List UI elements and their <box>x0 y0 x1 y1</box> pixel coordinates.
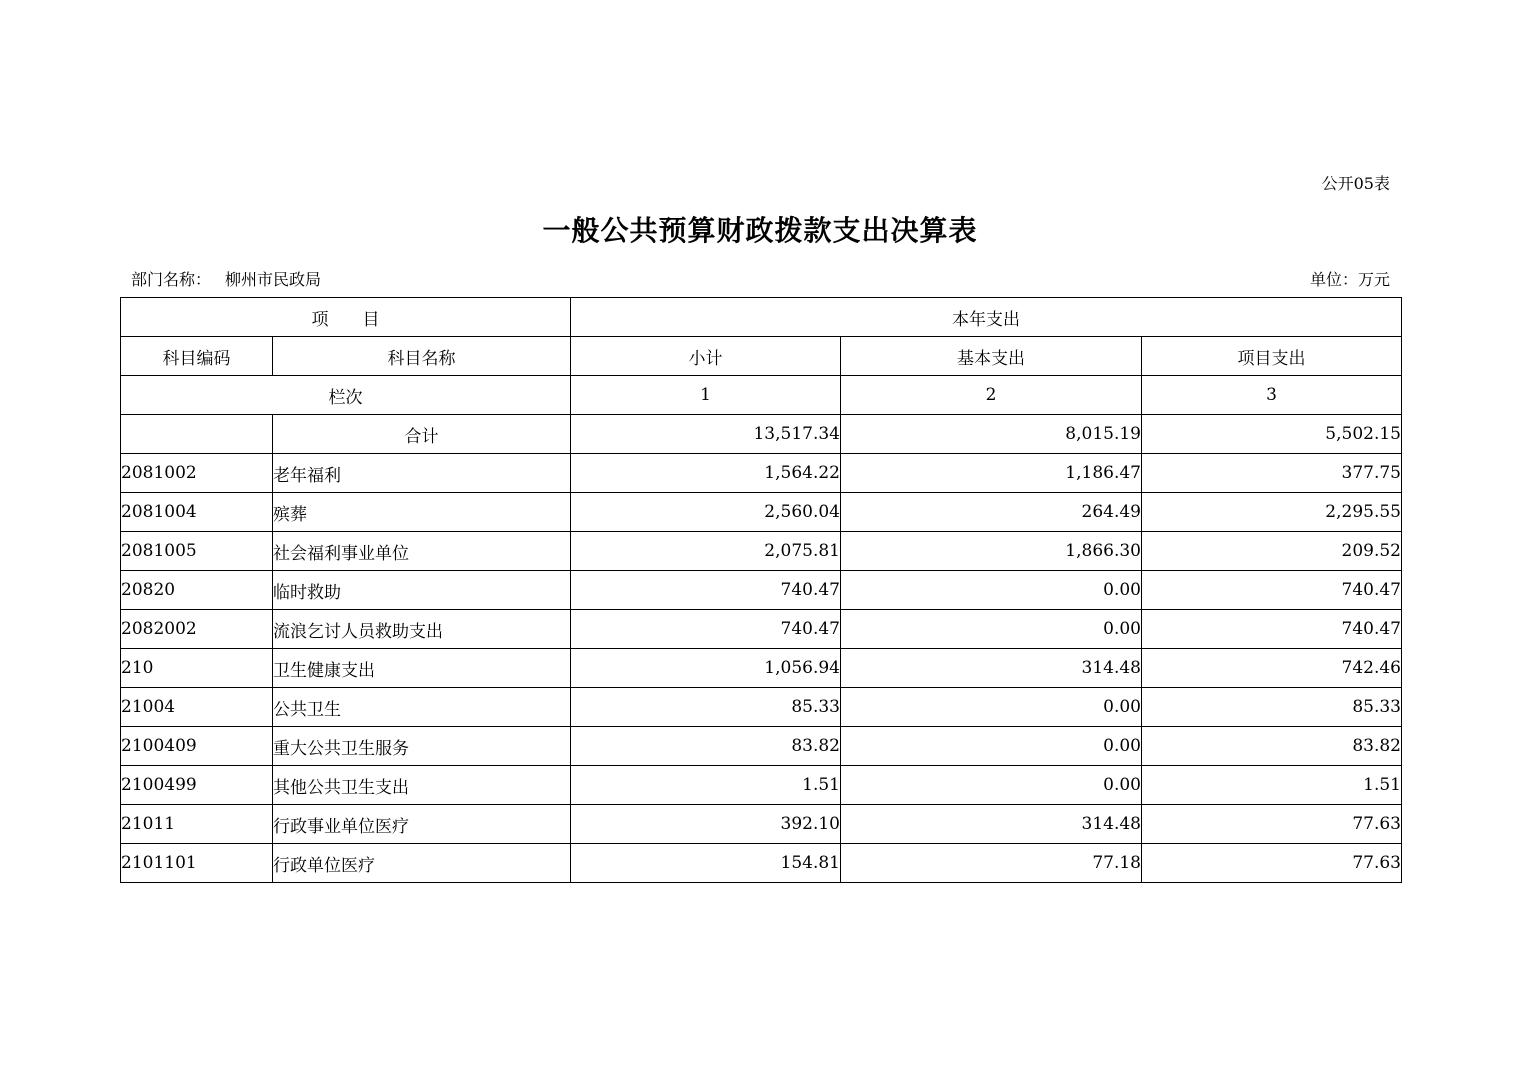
row-name: 流浪乞讨人员救助支出 <box>273 610 571 649</box>
row-project: 1.51 <box>1142 766 1402 805</box>
header-row-1 <box>121 298 1402 337</box>
row-code: 2081002 <box>121 454 273 493</box>
total-basic: 8,015.19 <box>841 415 1142 454</box>
row-code: 2081005 <box>121 532 273 571</box>
row-name: 社会福利事业单位 <box>273 532 571 571</box>
row-code: 2081004 <box>121 493 273 532</box>
row-basic: 0.00 <box>841 571 1142 610</box>
row-code: 2100409 <box>121 727 273 766</box>
row-subtotal: 740.47 <box>571 571 841 610</box>
row-subtotal: 154.81 <box>571 844 841 883</box>
total-subtotal: 13,517.34 <box>571 415 841 454</box>
row-name: 殡葬 <box>273 493 571 532</box>
table-row <box>121 688 1402 727</box>
row-name: 重大公共卫生服务 <box>273 727 571 766</box>
row-project: 377.75 <box>1142 454 1402 493</box>
total-project: 5,502.15 <box>1142 415 1402 454</box>
row-project: 83.82 <box>1142 727 1402 766</box>
department-label: 部门名称： <box>131 270 212 289</box>
column-index-row <box>121 376 1402 415</box>
unit-label: 单位：万元 <box>1309 270 1390 289</box>
header-project: 项目支出 <box>1142 337 1402 376</box>
header-item: 项 目 <box>121 298 571 337</box>
row-basic: 314.48 <box>841 805 1142 844</box>
row-name: 行政事业单位医疗 <box>273 805 571 844</box>
row-name: 老年福利 <box>273 454 571 493</box>
table-row <box>121 571 1402 610</box>
header-name: 科目名称 <box>273 337 571 376</box>
row-code: 2100499 <box>121 766 273 805</box>
row-project: 2,295.55 <box>1142 493 1402 532</box>
row-subtotal: 1.51 <box>571 766 841 805</box>
total-code-cell <box>121 415 273 454</box>
page-title: 一般公共预算财政拨款支出决算表 <box>542 214 978 247</box>
row-basic: 0.00 <box>841 727 1142 766</box>
table-row <box>121 844 1402 883</box>
budget-table <box>120 297 1402 883</box>
column-index-label: 栏次 <box>121 376 571 415</box>
table-row <box>121 532 1402 571</box>
row-code: 210 <box>121 649 273 688</box>
column-index-3: 3 <box>1142 376 1402 415</box>
column-index-2: 2 <box>841 376 1142 415</box>
row-subtotal: 1,564.22 <box>571 454 841 493</box>
row-basic: 1,186.47 <box>841 454 1142 493</box>
table-row <box>121 766 1402 805</box>
row-name: 卫生健康支出 <box>273 649 571 688</box>
table-row <box>121 454 1402 493</box>
row-project: 740.47 <box>1142 610 1402 649</box>
row-basic: 0.00 <box>841 766 1142 805</box>
row-basic: 0.00 <box>841 688 1142 727</box>
row-subtotal: 392.10 <box>571 805 841 844</box>
row-name: 其他公共卫生支出 <box>273 766 571 805</box>
form-number: 公开05表 <box>1321 174 1390 193</box>
department-value: 柳州市民政局 <box>225 270 322 289</box>
row-project: 209.52 <box>1142 532 1402 571</box>
row-name: 行政单位医疗 <box>273 844 571 883</box>
row-basic: 264.49 <box>841 493 1142 532</box>
row-subtotal: 83.82 <box>571 727 841 766</box>
row-code: 2101101 <box>121 844 273 883</box>
total-label: 合计 <box>273 415 571 454</box>
row-code: 2082002 <box>121 610 273 649</box>
row-subtotal: 1,056.94 <box>571 649 841 688</box>
row-basic: 314.48 <box>841 649 1142 688</box>
row-project: 77.63 <box>1142 805 1402 844</box>
row-code: 21004 <box>121 688 273 727</box>
department-line <box>131 267 321 290</box>
table-row <box>121 727 1402 766</box>
table-row <box>121 649 1402 688</box>
row-code: 21011 <box>121 805 273 844</box>
column-index-1: 1 <box>571 376 841 415</box>
row-project: 740.47 <box>1142 571 1402 610</box>
row-project: 77.63 <box>1142 844 1402 883</box>
header-code: 科目编码 <box>121 337 273 376</box>
row-subtotal: 740.47 <box>571 610 841 649</box>
row-project: 85.33 <box>1142 688 1402 727</box>
header-basic: 基本支出 <box>841 337 1142 376</box>
table-row <box>121 493 1402 532</box>
row-subtotal: 2,560.04 <box>571 493 841 532</box>
row-subtotal: 2,075.81 <box>571 532 841 571</box>
row-name: 公共卫生 <box>273 688 571 727</box>
row-basic: 1,866.30 <box>841 532 1142 571</box>
header-current-year: 本年支出 <box>571 298 1402 337</box>
table-row <box>121 805 1402 844</box>
header-row-2 <box>121 337 1402 376</box>
row-basic: 0.00 <box>841 610 1142 649</box>
row-code: 20820 <box>121 571 273 610</box>
row-subtotal: 85.33 <box>571 688 841 727</box>
row-basic: 77.18 <box>841 844 1142 883</box>
row-name: 临时救助 <box>273 571 571 610</box>
total-row <box>121 415 1402 454</box>
row-project: 742.46 <box>1142 649 1402 688</box>
table-row <box>121 610 1402 649</box>
header-subtotal: 小计 <box>571 337 841 376</box>
